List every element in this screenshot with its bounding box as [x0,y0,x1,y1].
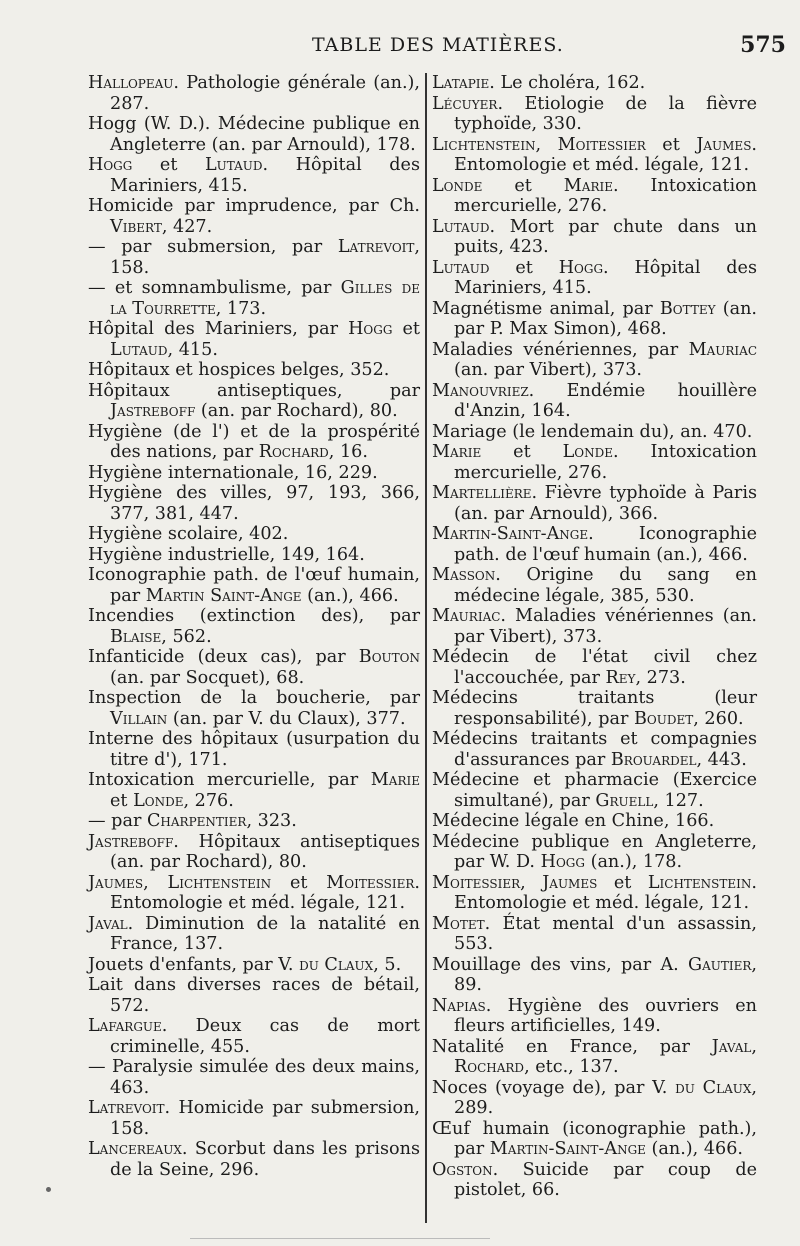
entry-text: , 443. [696,749,747,770]
author-name: Jaumes. [696,134,758,155]
index-entry [88,1139,420,1180]
author-name: Martin-Saint-Ange [489,1139,646,1159]
author-name: Boudet [633,708,694,729]
author-name: Hogg. [558,257,609,278]
author-name: Manouvriez. [432,380,535,401]
entry-text: (an.), 466. [645,1139,744,1159]
entry-text: Intoxication mercurielle, 276. [454,442,757,483]
entry-text: Fièvre typhoïde à Paris (an. par Arnould), 366. [454,483,757,524]
entry-text: Médecine publique en Angleterre, par W. D. [432,831,757,872]
entry-text: (an. par Vibert), 373. [454,360,643,380]
author-name: Lutaud. [205,155,269,175]
author-name: Marie. [563,175,619,196]
entry-text: Hôpitaux antiseptiques (an. par Rochard), 80. [110,831,420,872]
author-name: du Claux [675,1077,752,1098]
entry-text: Hôpital des Mariniers, 415. [110,155,421,196]
author-name: Lichtenstein. [647,872,757,893]
left-index-column [88,73,420,1180]
entry-text: Etiologie de la fièvre typhoïde, 330. [454,93,757,134]
entry-text: — par [88,811,147,831]
entry-text: , 273. [635,667,686,688]
entry-text: et [482,175,564,196]
index-entry [432,381,757,422]
index-entry [88,565,420,606]
entry-text: Scorbut dans les prisons de la Seine, 296. [110,1139,420,1180]
entry-text: Médecin de l'état civil chez l'accouchée, par [432,647,757,688]
entry-text: et [597,872,648,893]
entry-text: (an. par V. du Claux), 377. [167,708,406,729]
author-name: Londe. [562,442,619,462]
index-entry [88,483,420,524]
author-name: Hogg [540,852,585,872]
author-name: Javal [711,1036,752,1057]
entry-text: Maladies vénériennes, par [432,339,689,360]
entry-text: Lait dans diverses races de bétail, 572. [88,975,420,1016]
entry-text: Hygiène internationale, 16, 229. [88,462,378,483]
author-name: du Claux [299,954,374,975]
index-entry [88,606,420,647]
entry-text: , 158. [110,237,420,278]
page-number: 575 [740,32,786,58]
index-entry [88,729,420,770]
entry-text: Hôpital des Mariniers, 415. [454,257,758,298]
author-name: Moitessier. [326,872,421,893]
index-entry [432,688,757,729]
entry-text: Hygiène des villes, 97, 193, 366, 377, 381, 447. [88,483,420,524]
author-name: Moitessier, Jaumes [432,872,598,893]
entry-text: Intoxication mercurielle, par [88,770,371,790]
entry-text: et [110,790,134,811]
index-entry [432,1160,757,1201]
author-name: Napias. [432,995,492,1016]
index-entry [432,832,757,873]
entry-text: et [645,134,697,155]
entry-text: Mariage (le lendemain du), an. 470. [432,421,753,442]
author-name: Latrevoit. [88,1098,171,1118]
author-name: Brouardel [610,749,697,770]
index-entry [88,319,420,360]
entry-text: Incendies (extinction des), par [88,606,420,626]
author-name: Marie [432,442,482,462]
right-index-column [432,73,757,1201]
index-entry [432,217,757,258]
entry-text: , etc., 137. [524,1057,619,1077]
author-name: Motet. [432,913,491,934]
index-entry [88,832,420,873]
entry-text: (an. par P. Max Simon), 468. [454,298,757,339]
author-name: Londe [133,790,184,811]
index-entry [88,278,420,319]
author-name: Jastreboff. [88,831,179,852]
author-name: Blaise [110,626,162,647]
entry-text: , 323. [246,811,297,831]
index-entry [88,688,420,729]
entry-text: Diminution de la natalité en France, 137. [110,913,420,954]
author-name: Gautier [688,954,752,975]
entry-text: Hôpital des Mariniers, par [88,319,349,339]
entry-text: Entomologie et méd. légale, 121. [454,155,750,175]
index-entry [88,360,420,381]
index-entry [88,811,420,832]
index-entry [88,1098,420,1139]
author-name: Hogg [88,155,133,175]
author-name: Rochard [454,1057,525,1077]
index-entry [432,483,757,524]
author-name: Lutaud [110,339,168,360]
index-entry [88,237,420,278]
bottom-rule [190,1238,490,1239]
index-entry [432,135,757,176]
index-entry [432,176,757,217]
author-name: Javal. [88,913,134,934]
entry-text: Hygiène industrielle, 149, 164. [88,544,365,565]
entry-text: , 89. [454,954,757,995]
author-name: Lancereaux. [88,1139,188,1159]
index-entry [432,770,757,811]
author-name: Marie [370,770,420,790]
entry-text: Iconographie path. de l'œuf humain, par [88,565,420,606]
entry-text: , [751,1036,757,1057]
entry-text: (an.), 178. [584,852,683,872]
index-entry [88,422,420,463]
author-name: Martellière. [432,483,538,503]
entry-text: , 127. [653,790,704,811]
entry-text: Noces (voyage de), par V. [432,1077,676,1098]
entry-text: Endémie houillère d'Anzin, 164. [454,380,757,421]
entry-text: Hygiène scolaire, 402. [88,524,289,544]
index-entry [432,1078,757,1119]
index-entry [432,340,757,381]
entry-text: Jouets d'enfants, par V. [88,954,300,975]
entry-text: Pathologie générale (an.), 287. [110,73,420,114]
entry-text: Hygiène (de l') et de la prospérité des nations, par [88,421,420,462]
author-name: Masson. [432,565,501,585]
running-title: TABLE DES MATIÈRES. [312,34,564,56]
margin-speck [46,1187,51,1192]
entry-text: Mort par chute dans un puits, 423. [454,216,757,257]
entry-text: Hôpitaux antiseptiques, par [88,380,420,401]
index-entry [88,914,420,955]
index-entry [432,565,757,606]
entry-text: et [481,442,563,462]
author-name: Latrevoit [337,237,415,257]
author-name: Hallopeau. [88,73,179,93]
author-name: Charpentier [146,811,247,831]
index-entry [432,729,757,770]
author-name: Bouton [358,647,420,667]
entry-text: Maladies vénériennes (an. par Vibert), 373. [454,606,757,647]
index-entry [432,811,757,832]
entry-text: — par submersion, par [88,237,338,257]
index-entry [88,873,420,914]
author-name: Rey [605,667,636,688]
entry-text: Hôpitaux et hospices belges, 352. [88,360,390,380]
index-entry [432,442,757,483]
index-entry [432,606,757,647]
index-entry [88,955,420,976]
entry-text: Hogg (W. D.). Médecine publique en Angleterre (an. par Arnould), 178. [88,114,420,155]
index-entry [432,1037,757,1078]
index-entry [88,770,420,811]
author-name: Martin Saint-Ange [145,585,302,606]
column-divider [425,73,427,1223]
entry-text: , 260. [693,708,744,729]
author-name: Londe [432,175,483,196]
index-entry [88,647,420,688]
entry-text: Médecine et pharmacie (Exercice simultané), par [432,770,757,811]
entry-text: (an. par Socquet), 68. [110,667,305,688]
entry-text: Suicide par coup de pistolet, 66. [454,1159,757,1200]
entry-text: Hygiène des ouvriers en fleurs artificielles, 149. [454,995,757,1036]
author-name: Ogston. [432,1159,499,1180]
author-name: Bottey [659,298,716,319]
index-entry [432,996,757,1037]
index-entry [88,114,420,155]
entry-text: Intoxication mercurielle, 276. [454,175,757,216]
index-entry [432,914,757,955]
index-entry [432,299,757,340]
entry-text: Interne des hôpitaux (usurpation du titre d'), 171. [88,729,420,770]
index-entry [88,73,420,114]
entry-text: Médecins traitants et compagnies d'assurances par [432,729,757,770]
entry-text: , 5. [373,954,402,975]
author-name: Latapie. [432,73,495,93]
author-name: Mauriac [688,339,757,360]
entry-text: Magnétisme animal, par [432,298,660,319]
index-entry [88,975,420,1016]
entry-text: Iconographie path. de l'œuf humain (an.), 466. [454,524,757,565]
entry-text: Inspection de la boucherie, par [88,688,420,708]
author-name: Lutaud. [432,216,496,237]
author-name: Gilles de la Tourrette [110,278,421,319]
entry-text: Homicide par imprudence, par Ch. [88,196,420,216]
index-entry [432,873,757,914]
index-entry [88,196,420,237]
author-name: Lafargue. [88,1016,168,1036]
entry-text: Natalité en France, par [432,1036,712,1057]
entry-text: , 173. [215,298,267,319]
index-entry [88,1016,420,1057]
index-entry [432,73,757,94]
author-name: Jaumes, Lichtenstein [88,872,272,893]
entry-text: Homicide par submersion, 158. [110,1098,420,1139]
entry-text: Origine du sang en médecine légale, 385, 530. [454,565,757,606]
entry-text: , 562. [161,626,212,647]
entry-text: et [132,155,205,175]
entry-text: et [271,872,327,893]
entry-text: Mouillage des vins, par A. [432,954,689,975]
entry-text: , 415. [167,339,218,360]
index-entry [432,955,757,996]
author-name: Martin-Saint-Ange. [432,524,594,544]
index-entry [88,463,420,484]
entry-text: , 427. [161,216,213,237]
author-name: Villain [110,708,168,729]
index-entry [432,258,757,299]
entry-text: et [489,257,559,278]
index-entry [432,94,757,135]
entry-text: Infanticide (deux cas), par [88,647,359,667]
index-entry [432,422,757,443]
entry-text: (an. par Rochard), 80. [195,401,398,421]
index-entry [432,524,757,565]
author-name: Vibert [110,216,162,237]
entry-text: , 276. [183,790,234,811]
author-name: Mauriac. [432,606,507,626]
entry-text: — et somnambulisme, par [88,278,341,298]
author-name: Lichtenstein, Moitessier [432,134,646,155]
entry-text: État mental d'un assassin, 553. [454,913,757,954]
index-entry [88,381,420,422]
index-entry [88,155,420,196]
entry-text: Médecine légale en Chine, 166. [432,811,715,831]
author-name: Hogg [348,319,393,339]
entry-text: Médecins traitants (leur responsabilité), par [432,688,757,729]
entry-text: , 289. [454,1077,757,1118]
entry-text: Entomologie et méd. légale, 121. [110,893,406,913]
entry-text: Deux cas de mort criminelle, 455. [110,1016,420,1057]
entry-text: Le choléra, 162. [494,73,646,93]
entry-text: , 16. [328,442,368,462]
index-entry [88,1057,420,1098]
index-entry [432,647,757,688]
index-entry [88,545,420,566]
entry-text: — Paralysie simulée des deux mains, 463. [88,1057,420,1098]
entry-text: (an.), 466. [301,585,399,606]
index-entry [432,1119,757,1160]
author-name: Jastreboff [110,401,196,421]
index-entry [88,524,420,545]
entry-text: Œuf humain (iconographie path.), par [432,1118,757,1159]
page-header [0,34,800,64]
author-name: Rochard [258,442,329,462]
author-name: Lécuyer. [432,93,504,114]
entry-text: Entomologie et méd. légale, 121. [454,893,750,913]
author-name: Gruell [595,790,654,811]
author-name: Lutaud [432,257,490,278]
entry-text: et [392,319,420,339]
